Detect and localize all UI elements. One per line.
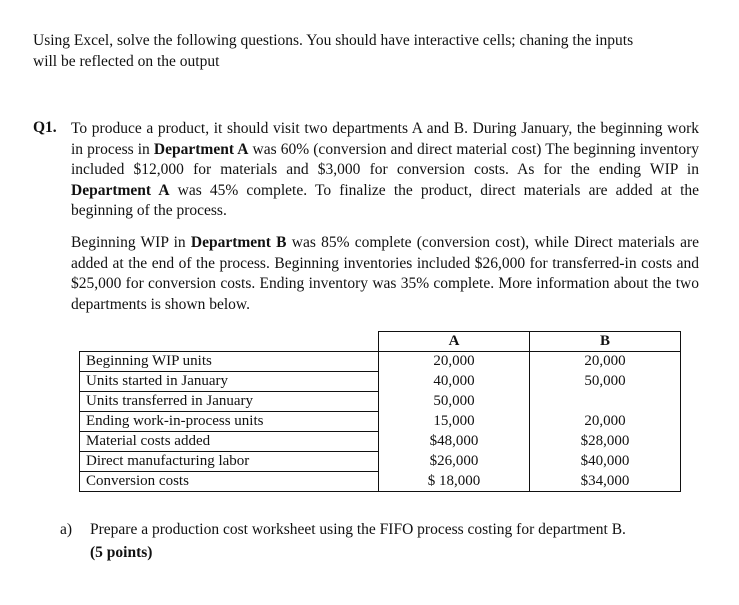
table-row: [80, 392, 681, 412]
para2-text-2: was 85% complete (conversion cost), while Direct materials are added at the end of the process. Beginning inventories included $26,000 for transferred-in costs and $25,000 for conversion costs. Ending inventory was 35% complete. More information about the two departments is shown below.: [71, 234, 699, 313]
part-a-body: [90, 518, 710, 564]
cell-a: $ 18,000: [379, 472, 530, 492]
para1-bold-dept-a-2: Department A: [71, 181, 170, 199]
question-paragraph-1: [71, 119, 699, 222]
row-label: Material costs added: [80, 432, 379, 452]
instructions-line-1: Using Excel, solve the following questions. You should have interactive cells; chaning the inputs: [33, 32, 634, 49]
table-row: [80, 432, 681, 452]
table-row: [80, 472, 681, 492]
para1-text-1: To produce a product, it should visit two departments A and B. During January, the beginning work in process in: [71, 120, 699, 158]
para1-bold-dept-a-1: Department A: [153, 140, 249, 158]
para1-text-2: was 60% (conversion and direct material cost) The beginning inventory included $12,000 for materials and $3,000 for conversion costs. As for the ending WIP in: [71, 140, 699, 178]
cell-b: $34,000: [530, 472, 681, 492]
row-label: Units started in January: [80, 372, 379, 392]
department-data-table: [79, 331, 681, 492]
para2-text-1: Beginning WIP in: [71, 234, 191, 251]
cell-b: $28,000: [530, 432, 681, 452]
table-row: [80, 452, 681, 472]
part-a-text: Prepare a production cost worksheet using the FIFO process costing for department B.: [90, 521, 626, 538]
cell-b: [530, 392, 681, 412]
cell-a: 40,000: [379, 372, 530, 392]
part-a-points: (5 points): [90, 544, 153, 561]
cell-a: $26,000: [379, 452, 530, 472]
para2-bold-dept-b: Department B: [190, 234, 287, 251]
cell-a: 50,000: [379, 392, 530, 412]
cell-a: 20,000: [379, 352, 530, 372]
row-label: Units transferred in January: [80, 392, 379, 412]
table-row: [80, 412, 681, 432]
table-header-blank: [80, 332, 379, 352]
para1-text-3: was 45% complete. To finalize the product, direct materials are added at the beginning of the process.: [71, 181, 699, 219]
cell-b: 50,000: [530, 372, 681, 392]
table-row: [80, 372, 681, 392]
row-label: Conversion costs: [80, 472, 379, 492]
table-row: [80, 352, 681, 372]
cell-a: 15,000: [379, 412, 530, 432]
row-label: Beginning WIP units: [80, 352, 379, 372]
question-label: Q1.: [33, 119, 57, 136]
column-header-a: A: [379, 332, 530, 352]
instructions: [33, 30, 703, 72]
instructions-line-2: will be reflected on the output: [33, 53, 220, 70]
question-paragraph-2: [71, 233, 699, 315]
cell-b: $40,000: [530, 452, 681, 472]
column-header-b: B: [530, 332, 681, 352]
cell-b: 20,000: [530, 412, 681, 432]
part-a-marker: a): [60, 521, 73, 538]
row-label: Direct manufacturing labor: [80, 452, 379, 472]
row-label: Ending work-in-process units: [80, 412, 379, 432]
cell-b: 20,000: [530, 352, 681, 372]
cell-a: $48,000: [379, 432, 530, 452]
table-header-row: [80, 332, 681, 352]
